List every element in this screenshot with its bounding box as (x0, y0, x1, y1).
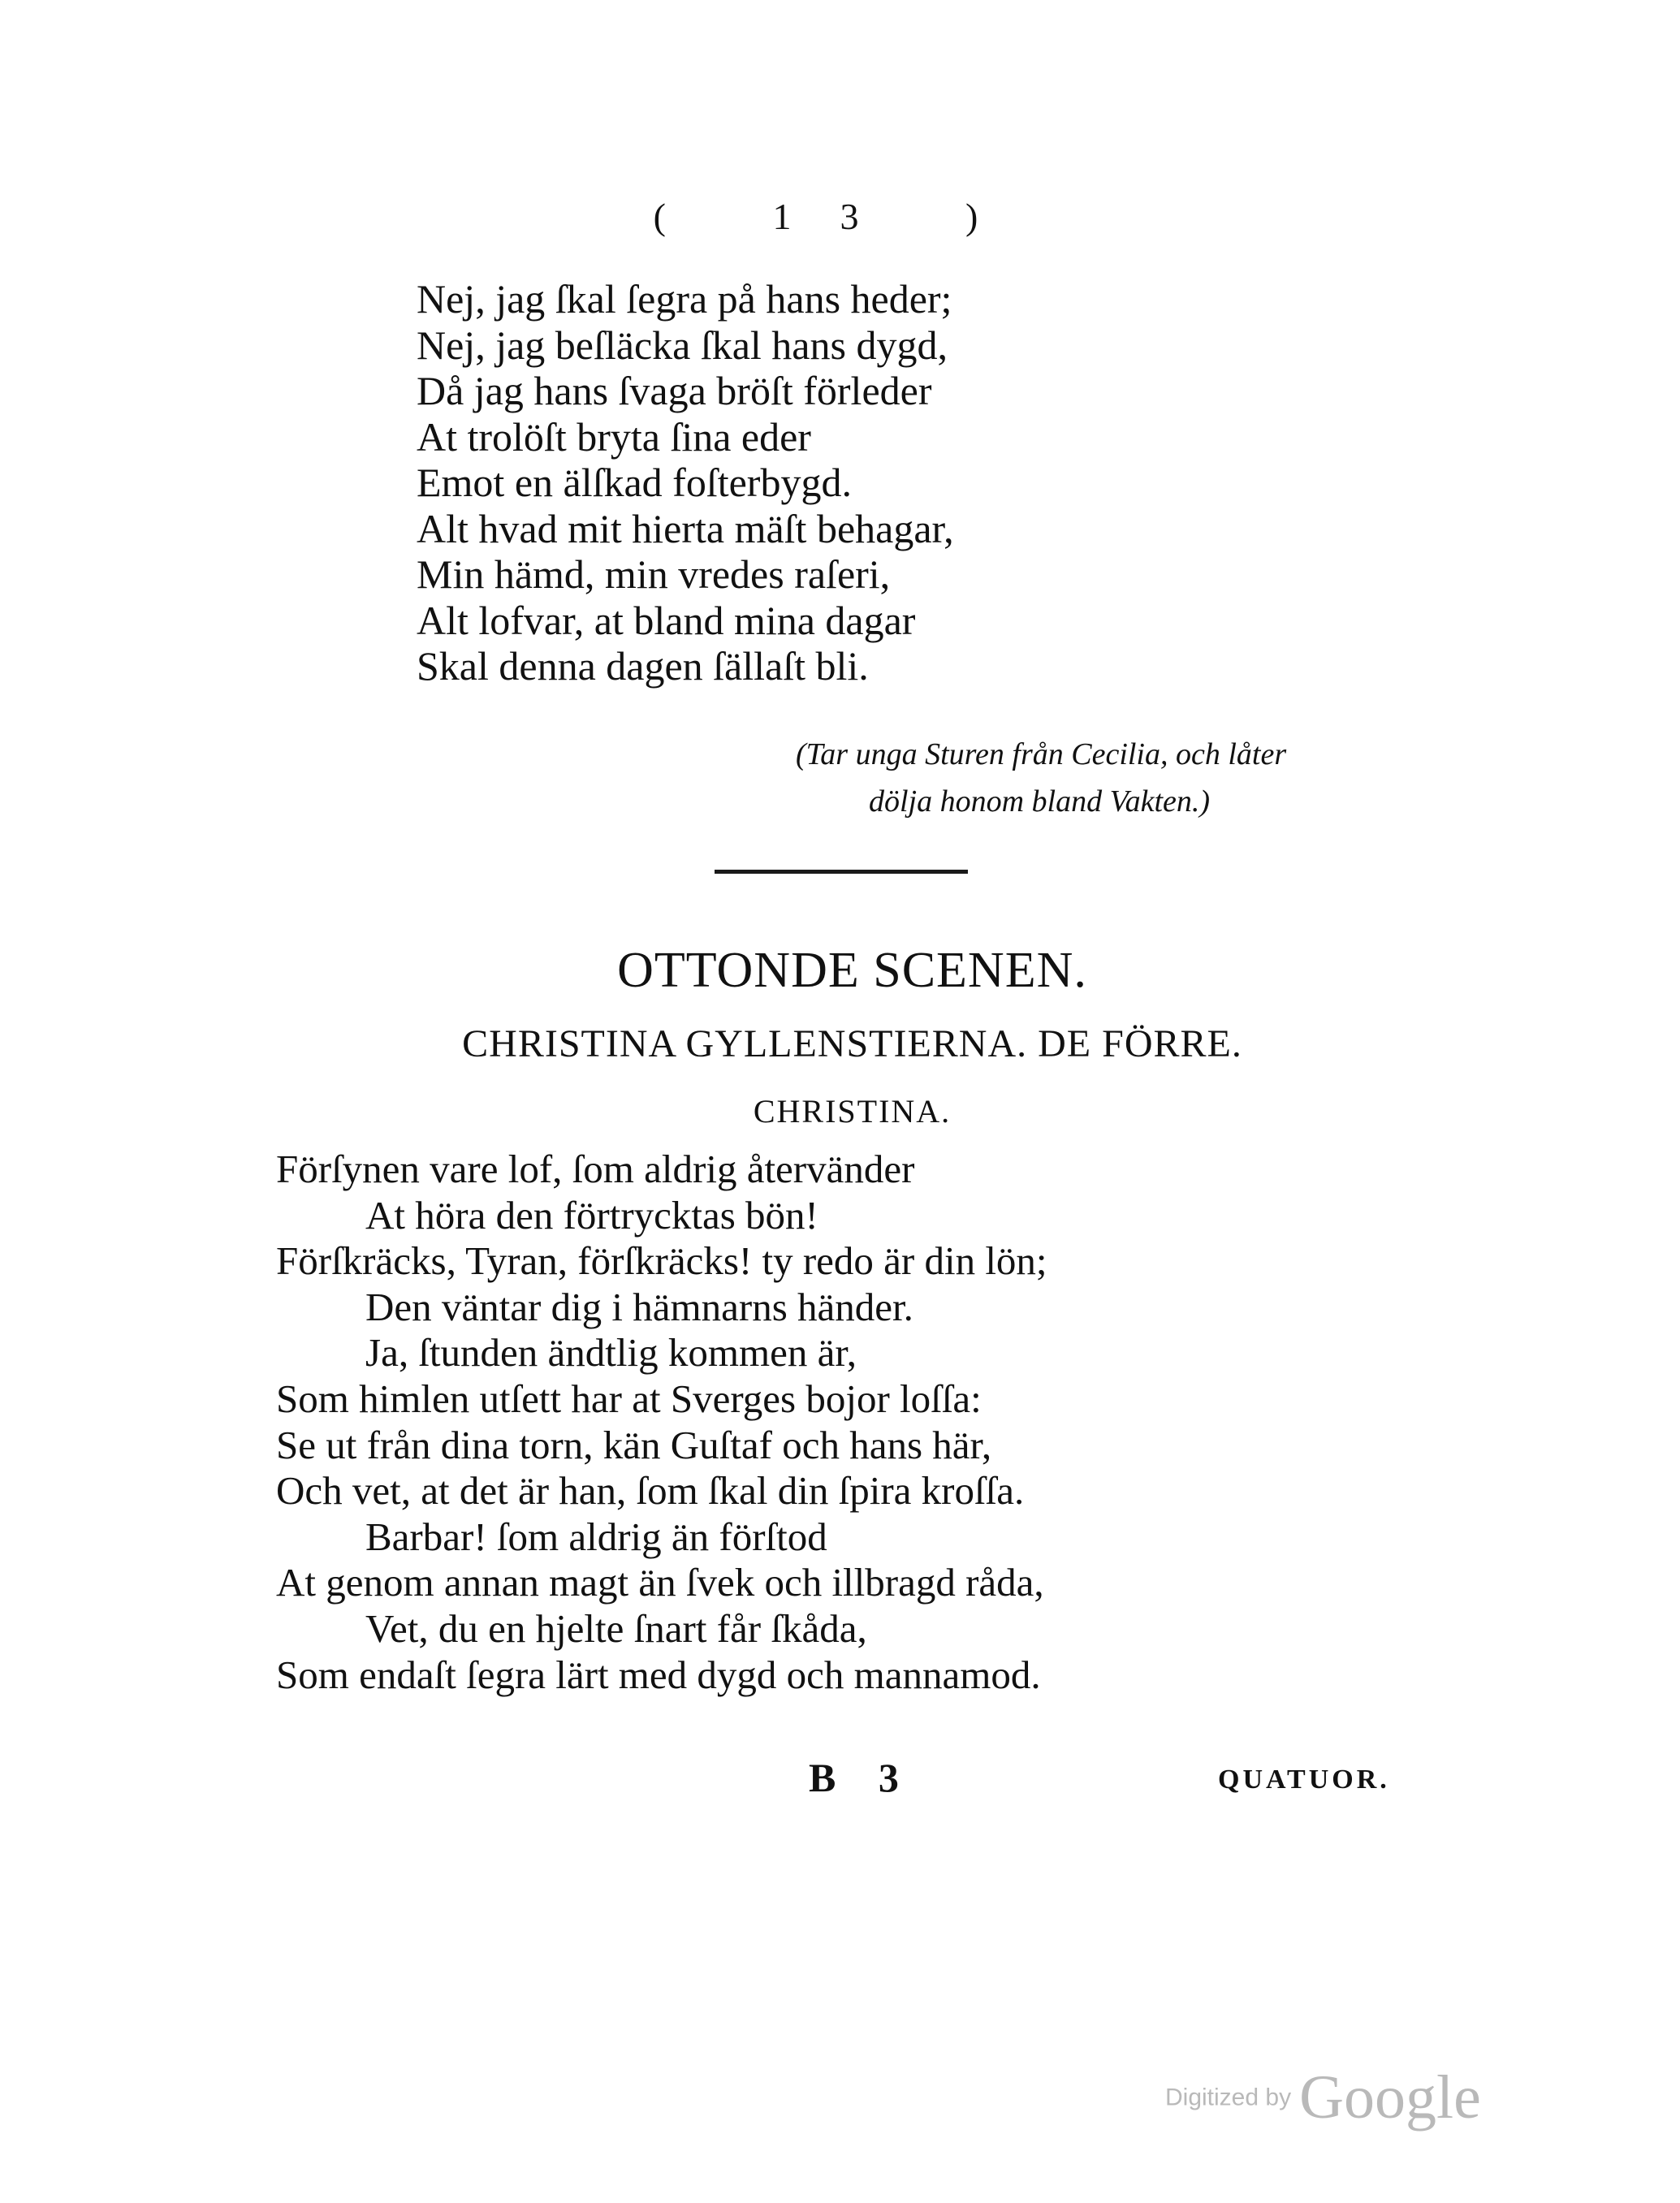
speech-line: Den väntar dig i hämnarns händer. (365, 1284, 913, 1329)
speech-line: At genom annan magt än ſvek och illbragd råda, (276, 1560, 1044, 1605)
speech-line: Barbar! ſom aldrig än förſtod (365, 1514, 827, 1559)
speech-line: Vet, du en hjelte ſnart får ſkåda, (365, 1605, 867, 1651)
section-divider (715, 870, 968, 874)
verse-block (417, 276, 954, 689)
speech-line: Som endaſt ſegra lärt med dygd och mannamod. (276, 1652, 1041, 1697)
verse-line: Nej, jag beſläcka ſkal hans dygd, (417, 322, 948, 368)
page-number: ( 13 ) (653, 196, 1027, 237)
verse-line: Nej, jag ſkal ſegra på hans heder; (417, 276, 952, 322)
verse-line: At trolöſt bryta ſina eder (417, 413, 811, 460)
speech-line: Och vet, at det är han, ſom ſkal din ſpira kroſſa. (276, 1468, 1025, 1514)
stage-direction-line: (Tar unga Sturen från Cecilia, och låter (796, 737, 1287, 771)
signature-mark: B 3 (809, 1755, 915, 1800)
speaker-name: CHRISTINA. (753, 1093, 952, 1130)
verse-line: Alt hvad mit hierta mäſt behagar, (417, 505, 954, 551)
verse-line: Då jag hans ſvaga bröſt förleder (417, 368, 932, 413)
speech-line: Se ut från dina torn, kän Guſtaf och hans här, (276, 1422, 992, 1467)
speech-line: Som himlen utſett har at Sverges bojor loſſa: (276, 1376, 982, 1421)
speech-line: Förſkräcks, Tyran, förſkräcks! ty redo är din lön; (276, 1238, 1047, 1284)
scene-title: OTTONDE SCENEN. (617, 943, 1087, 998)
watermark-prefix: Digitized by (1165, 2084, 1292, 2111)
verse-line: Emot en älſkad foſterbygd. (417, 460, 852, 505)
digitized-watermark (1165, 2063, 1481, 2133)
verse-line: Alt lofvar, at bland mina dagar (417, 597, 916, 643)
verse-line: Skal denna dagen ſällaſt bli. (417, 643, 869, 689)
stage-direction (796, 731, 1462, 825)
speech-line: Ja, ſtunden ändtlig kommen är, (365, 1330, 857, 1376)
speech-line: Förſynen vare lof, ſom aldrig återvänder (276, 1147, 915, 1191)
speech-line: At höra den förtrycktas bön! (365, 1192, 818, 1238)
verse-line: Min hämd, min vredes raſeri, (417, 551, 891, 597)
scene-characters: CHRISTINA GYLLENSTIERNA. DE FÖRRE. (462, 1022, 1242, 1065)
speech-block (276, 1147, 1047, 1698)
stage-direction-line: dölja honom bland Vakten.) (869, 784, 1211, 819)
google-logo: Google (1299, 2063, 1481, 2132)
catchword: QUATUOR. (1218, 1765, 1390, 1795)
